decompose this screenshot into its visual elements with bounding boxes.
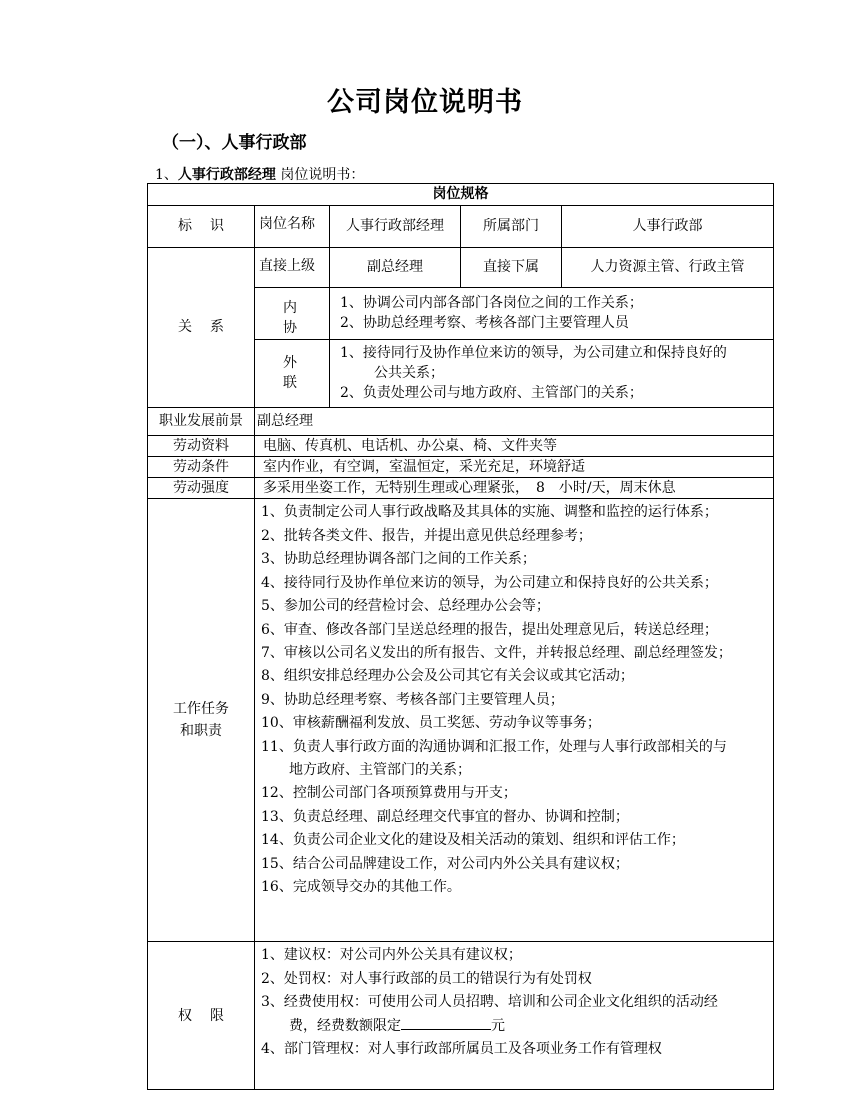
table-header: 岗位规格 — [148, 184, 774, 206]
subtitle-prefix: 1、 — [155, 167, 178, 183]
task-item: 13、负责总经理、副总经理交代事宜的督办、协调和控制； — [261, 808, 629, 825]
internal-relations — [330, 288, 774, 340]
tasks-label — [148, 499, 255, 942]
conditions-value: 室内作业，有空调，室温恒定，采光充足，环境舒适 — [255, 456, 774, 477]
department-value: 人事行政部 — [562, 206, 774, 248]
internal-label: 内协 — [255, 288, 330, 340]
tasks-label-line2: 和职责 — [180, 723, 222, 740]
subordinate-label: 直接下属 — [461, 248, 562, 288]
task-item: 10、审核薪酬福利发放、员工奖惩、劳动争议等事务； — [261, 715, 601, 732]
external-item: 1、接待同行及协作单位来访的领导，为公司建立和保持良好的 — [340, 344, 727, 361]
task-item: 7、审核以公司名义发出的所有报告、文件，并转报总经理、副总经理签发； — [261, 644, 732, 661]
external-label: 外联 — [255, 339, 330, 407]
rights-item-continued — [261, 1015, 769, 1038]
task-item: 1、负责制定公司人事行政战略及其具体的实施、调整和监控的运行体系； — [261, 504, 718, 521]
rights-item: 1、建议权：对公司内外公关具有建议权； — [261, 947, 522, 964]
external-item: 2、负责处理公司与地方政府、主管部门的关系； — [340, 385, 643, 402]
rights-item: 3、经费使用权：可使用公司人员招聘、培训和公司企业文化组织的活动经 — [261, 994, 718, 1011]
subtitle-suffix: 岗位说明书： — [275, 167, 365, 183]
section-heading: （一）、人事行政部 — [162, 133, 307, 153]
intensity-value: 多采用坐姿工作，无特别生理或心理紧张， 8 小时/天，周末休息 — [255, 478, 774, 499]
task-item: 6、审查、修改各部门呈送总经理的报告，提出处理意见后，转送总经理； — [261, 621, 718, 638]
department-label: 所属部门 — [461, 206, 562, 248]
superior-value: 副总经理 — [330, 248, 461, 288]
tasks-list — [255, 499, 774, 942]
career-value: 副总经理 — [255, 407, 774, 435]
position-name-value: 人事行政部经理 — [330, 206, 461, 248]
external-relations — [330, 339, 774, 407]
task-item: 9、协助总经理考察、考核各部门主要管理人员； — [261, 691, 564, 708]
task-item: 2、批转各类文件、报告，并提出意见供总经理参考； — [261, 527, 592, 544]
external-item-continued: 公共关系； — [374, 364, 444, 381]
rights-list — [255, 942, 774, 1090]
page-title: 公司岗位说明书 — [327, 87, 523, 118]
task-item: 16、完成领导交办的其他工作。 — [261, 878, 461, 895]
task-item: 4、接待同行及协作单位来访的领导，为公司建立和保持良好的公共关系； — [261, 574, 718, 591]
identity-label: 标识 — [148, 206, 255, 248]
internal-item: 2、协助总经理考察、考核各部门主要管理人员 — [340, 315, 629, 332]
intensity-label: 劳动强度 — [148, 478, 255, 499]
budget-amount-blank — [401, 1017, 491, 1030]
task-item: 5、参加公司的经营检讨会、总经理办公会等； — [261, 598, 550, 615]
rights-item: 2、处罚权：对人事行政部的员工的错误行为有处罚权 — [261, 970, 592, 987]
materials-value: 电脑、传真机、电话机、办公桌、椅、文件夹等 — [255, 435, 774, 456]
materials-label: 劳动资料 — [148, 435, 255, 456]
rights-label: 权限 — [148, 942, 255, 1090]
position-name-label: 岗位名称 — [255, 206, 330, 248]
budget-limit-text: 费，经费数额限定 — [289, 1017, 401, 1034]
task-item: 11、负责人事行政方面的沟通协调和汇报工作，处理与人事行政部相关的与 — [261, 738, 727, 755]
subordinate-value: 人力资源主管、行政主管 — [562, 248, 774, 288]
conditions-label: 劳动条件 — [148, 456, 255, 477]
subtitle-position: 人事行政部经理 — [177, 167, 276, 183]
task-item-continued: 地方政府、主管部门的关系； — [289, 761, 471, 778]
task-item: 12、控制公司部门各项预算费用与开支； — [261, 785, 517, 802]
tasks-label-line1: 工作任务 — [173, 701, 229, 718]
internal-item: 1、协调公司内部各部门各岗位之间的工作关系； — [340, 295, 643, 311]
rights-item: 4、部门管理权：对人事行政部所属员工及各项业务工作有管理权 — [261, 1041, 662, 1058]
superior-label: 直接上级 — [255, 248, 330, 288]
career-label: 职业发展前景 — [148, 407, 255, 435]
job-spec-table — [147, 183, 774, 1090]
relations-label: 关系 — [148, 248, 255, 408]
budget-unit: 元 — [491, 1017, 505, 1034]
task-item: 8、组织安排总经理办公会及公司其它有关会议或其它活动； — [261, 668, 634, 685]
task-item: 15、结合公司品牌建设工作，对公司内外公关具有建议权； — [261, 855, 629, 872]
document-subtitle — [155, 164, 364, 184]
task-item: 3、协助总经理协调各部门之间的工作关系； — [261, 551, 536, 568]
task-item: 14、负责公司企业文化的建设及相关活动的策划、组织和评估工作； — [261, 832, 685, 849]
